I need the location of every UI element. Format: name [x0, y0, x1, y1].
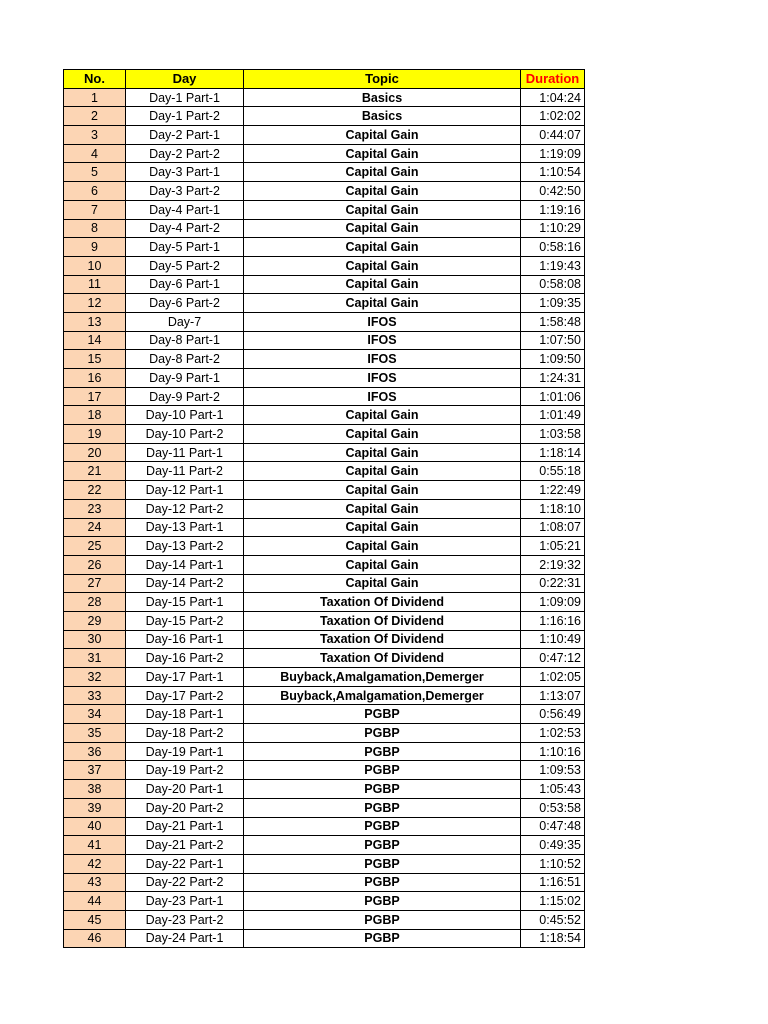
row-duration: 0:58:08	[521, 275, 585, 294]
row-number: 1	[64, 88, 126, 107]
row-topic: Taxation Of Dividend	[244, 611, 521, 630]
header-row	[64, 70, 585, 89]
row-duration: 1:05:21	[521, 537, 585, 556]
row-topic: Basics	[244, 107, 521, 126]
row-number: 29	[64, 611, 126, 630]
row-topic: PGBP	[244, 892, 521, 911]
row-duration: 1:13:07	[521, 686, 585, 705]
row-number: 28	[64, 593, 126, 612]
row-duration: 1:10:49	[521, 630, 585, 649]
row-duration: 0:53:58	[521, 798, 585, 817]
row-duration: 1:10:29	[521, 219, 585, 238]
table-row	[64, 350, 585, 369]
row-day: Day-6 Part-2	[126, 294, 244, 313]
row-duration: 0:56:49	[521, 705, 585, 724]
row-number: 20	[64, 443, 126, 462]
table-row	[64, 798, 585, 817]
table-row	[64, 892, 585, 911]
row-day: Day-13 Part-2	[126, 537, 244, 556]
row-topic: Capital Gain	[244, 518, 521, 537]
row-topic: Capital Gain	[244, 555, 521, 574]
row-topic: PGBP	[244, 724, 521, 743]
row-number: 19	[64, 425, 126, 444]
row-day: Day-15 Part-1	[126, 593, 244, 612]
row-number: 42	[64, 854, 126, 873]
row-duration: 1:15:02	[521, 892, 585, 911]
row-number: 23	[64, 499, 126, 518]
row-topic: Capital Gain	[244, 126, 521, 145]
row-topic: Capital Gain	[244, 275, 521, 294]
row-day: Day-23 Part-2	[126, 910, 244, 929]
row-topic: Taxation Of Dividend	[244, 649, 521, 668]
row-day: Day-10 Part-1	[126, 406, 244, 425]
row-day: Day-24 Part-1	[126, 929, 244, 948]
row-day: Day-20 Part-2	[126, 798, 244, 817]
row-duration: 0:44:07	[521, 126, 585, 145]
row-number: 16	[64, 369, 126, 388]
row-number: 22	[64, 481, 126, 500]
row-number: 36	[64, 742, 126, 761]
row-topic: PGBP	[244, 817, 521, 836]
row-number: 6	[64, 182, 126, 201]
row-number: 31	[64, 649, 126, 668]
row-day: Day-17 Part-1	[126, 668, 244, 687]
row-duration: 1:09:35	[521, 294, 585, 313]
row-day: Day-2 Part-1	[126, 126, 244, 145]
row-day: Day-4 Part-2	[126, 219, 244, 238]
row-number: 14	[64, 331, 126, 350]
row-duration: 1:58:48	[521, 312, 585, 331]
table-row	[64, 705, 585, 724]
table-row	[64, 256, 585, 275]
row-topic: PGBP	[244, 761, 521, 780]
row-duration: 1:05:43	[521, 780, 585, 799]
table-row	[64, 686, 585, 705]
table-row	[64, 425, 585, 444]
row-number: 35	[64, 724, 126, 743]
row-duration: 1:09:50	[521, 350, 585, 369]
row-day: Day-14 Part-1	[126, 555, 244, 574]
header-duration: Duration	[521, 70, 585, 89]
row-day: Day-8 Part-2	[126, 350, 244, 369]
row-duration: 0:22:31	[521, 574, 585, 593]
row-day: Day-12 Part-2	[126, 499, 244, 518]
table-row	[64, 200, 585, 219]
row-duration: 1:16:51	[521, 873, 585, 892]
row-topic: Capital Gain	[244, 499, 521, 518]
row-day: Day-22 Part-1	[126, 854, 244, 873]
row-topic: PGBP	[244, 836, 521, 855]
header-topic: Topic	[244, 70, 521, 89]
table-row	[64, 331, 585, 350]
row-number: 18	[64, 406, 126, 425]
row-topic: PGBP	[244, 873, 521, 892]
row-number: 44	[64, 892, 126, 911]
row-number: 12	[64, 294, 126, 313]
row-day: Day-19 Part-2	[126, 761, 244, 780]
row-day: Day-6 Part-1	[126, 275, 244, 294]
table-row	[64, 88, 585, 107]
table-row	[64, 163, 585, 182]
table-row	[64, 238, 585, 257]
table-header	[64, 70, 585, 89]
row-duration: 1:01:06	[521, 387, 585, 406]
row-topic: PGBP	[244, 742, 521, 761]
header-no: No.	[64, 70, 126, 89]
table-row	[64, 387, 585, 406]
row-duration: 1:19:09	[521, 144, 585, 163]
row-number: 38	[64, 780, 126, 799]
row-number: 7	[64, 200, 126, 219]
table-row	[64, 462, 585, 481]
table-row	[64, 518, 585, 537]
row-number: 11	[64, 275, 126, 294]
row-topic: Capital Gain	[244, 256, 521, 275]
row-number: 43	[64, 873, 126, 892]
row-number: 30	[64, 630, 126, 649]
row-day: Day-18 Part-1	[126, 705, 244, 724]
row-duration: 1:02:53	[521, 724, 585, 743]
row-number: 25	[64, 537, 126, 556]
row-number: 41	[64, 836, 126, 855]
row-topic: IFOS	[244, 331, 521, 350]
row-topic: Taxation Of Dividend	[244, 593, 521, 612]
row-number: 39	[64, 798, 126, 817]
schedule-table	[63, 69, 585, 948]
row-topic: Capital Gain	[244, 443, 521, 462]
table-row	[64, 499, 585, 518]
table-row	[64, 761, 585, 780]
row-duration: 1:01:49	[521, 406, 585, 425]
row-day: Day-17 Part-2	[126, 686, 244, 705]
row-number: 45	[64, 910, 126, 929]
table-row	[64, 574, 585, 593]
row-duration: 0:45:52	[521, 910, 585, 929]
row-number: 34	[64, 705, 126, 724]
row-topic: PGBP	[244, 854, 521, 873]
row-day: Day-7	[126, 312, 244, 331]
table-body	[64, 88, 585, 948]
row-number: 5	[64, 163, 126, 182]
table-row	[64, 724, 585, 743]
row-topic: Capital Gain	[244, 425, 521, 444]
row-duration: 1:19:16	[521, 200, 585, 219]
row-number: 17	[64, 387, 126, 406]
row-duration: 0:47:48	[521, 817, 585, 836]
row-topic: Buyback,Amalgamation,Demerger	[244, 686, 521, 705]
row-day: Day-13 Part-1	[126, 518, 244, 537]
table-row	[64, 649, 585, 668]
table-row	[64, 555, 585, 574]
row-topic: Capital Gain	[244, 200, 521, 219]
row-duration: 1:02:02	[521, 107, 585, 126]
table-row	[64, 219, 585, 238]
row-topic: PGBP	[244, 798, 521, 817]
table-row	[64, 107, 585, 126]
row-topic: Capital Gain	[244, 406, 521, 425]
row-number: 2	[64, 107, 126, 126]
table-row	[64, 929, 585, 948]
row-number: 10	[64, 256, 126, 275]
row-day: Day-3 Part-2	[126, 182, 244, 201]
row-topic: IFOS	[244, 387, 521, 406]
row-topic: Capital Gain	[244, 144, 521, 163]
row-duration: 1:10:16	[521, 742, 585, 761]
table-row	[64, 443, 585, 462]
row-topic: PGBP	[244, 910, 521, 929]
row-duration: 1:24:31	[521, 369, 585, 388]
table-row	[64, 910, 585, 929]
row-topic: IFOS	[244, 369, 521, 388]
row-number: 8	[64, 219, 126, 238]
row-day: Day-2 Part-2	[126, 144, 244, 163]
row-topic: Capital Gain	[244, 219, 521, 238]
table-row	[64, 593, 585, 612]
row-topic: Capital Gain	[244, 238, 521, 257]
table-row	[64, 312, 585, 331]
row-topic: Capital Gain	[244, 163, 521, 182]
row-number: 32	[64, 668, 126, 687]
table-row	[64, 481, 585, 500]
row-day: Day-5 Part-2	[126, 256, 244, 275]
row-day: Day-1 Part-2	[126, 107, 244, 126]
row-number: 33	[64, 686, 126, 705]
row-topic: Capital Gain	[244, 294, 521, 313]
row-topic: Buyback,Amalgamation,Demerger	[244, 668, 521, 687]
row-number: 3	[64, 126, 126, 145]
row-topic: PGBP	[244, 705, 521, 724]
table-row	[64, 537, 585, 556]
row-number: 46	[64, 929, 126, 948]
row-duration: 0:49:35	[521, 836, 585, 855]
table-row	[64, 182, 585, 201]
row-duration: 1:02:05	[521, 668, 585, 687]
row-number: 27	[64, 574, 126, 593]
row-day: Day-4 Part-1	[126, 200, 244, 219]
row-number: 37	[64, 761, 126, 780]
table-row	[64, 854, 585, 873]
row-day: Day-16 Part-1	[126, 630, 244, 649]
row-duration: 1:18:10	[521, 499, 585, 518]
row-day: Day-14 Part-2	[126, 574, 244, 593]
row-duration: 1:18:54	[521, 929, 585, 948]
row-duration: 0:55:18	[521, 462, 585, 481]
row-day: Day-8 Part-1	[126, 331, 244, 350]
row-duration: 1:19:43	[521, 256, 585, 275]
table-row	[64, 836, 585, 855]
row-duration: 1:10:54	[521, 163, 585, 182]
header-day: Day	[126, 70, 244, 89]
row-duration: 1:07:50	[521, 331, 585, 350]
row-day: Day-11 Part-2	[126, 462, 244, 481]
row-duration: 1:10:52	[521, 854, 585, 873]
row-duration: 0:47:12	[521, 649, 585, 668]
row-duration: 1:16:16	[521, 611, 585, 630]
row-day: Day-3 Part-1	[126, 163, 244, 182]
table-row	[64, 630, 585, 649]
row-day: Day-18 Part-2	[126, 724, 244, 743]
row-duration: 1:03:58	[521, 425, 585, 444]
row-day: Day-20 Part-1	[126, 780, 244, 799]
row-duration: 1:09:09	[521, 593, 585, 612]
row-number: 13	[64, 312, 126, 331]
table-row	[64, 780, 585, 799]
row-duration: 1:09:53	[521, 761, 585, 780]
row-duration: 0:42:50	[521, 182, 585, 201]
row-topic: PGBP	[244, 780, 521, 799]
row-day: Day-21 Part-2	[126, 836, 244, 855]
row-number: 9	[64, 238, 126, 257]
row-topic: Taxation Of Dividend	[244, 630, 521, 649]
row-duration: 1:18:14	[521, 443, 585, 462]
table-row	[64, 611, 585, 630]
row-day: Day-5 Part-1	[126, 238, 244, 257]
row-day: Day-12 Part-1	[126, 481, 244, 500]
row-day: Day-10 Part-2	[126, 425, 244, 444]
table-row	[64, 369, 585, 388]
row-topic: Capital Gain	[244, 537, 521, 556]
row-duration: 1:04:24	[521, 88, 585, 107]
row-duration: 0:58:16	[521, 238, 585, 257]
row-duration: 1:08:07	[521, 518, 585, 537]
row-topic: PGBP	[244, 929, 521, 948]
row-topic: Capital Gain	[244, 481, 521, 500]
row-topic: IFOS	[244, 350, 521, 369]
row-day: Day-11 Part-1	[126, 443, 244, 462]
row-number: 26	[64, 555, 126, 574]
row-day: Day-9 Part-1	[126, 369, 244, 388]
table-row	[64, 406, 585, 425]
row-duration: 2:19:32	[521, 555, 585, 574]
row-topic: Capital Gain	[244, 462, 521, 481]
row-number: 21	[64, 462, 126, 481]
table-row	[64, 126, 585, 145]
table-row	[64, 144, 585, 163]
row-day: Day-1 Part-1	[126, 88, 244, 107]
row-topic: Basics	[244, 88, 521, 107]
row-day: Day-21 Part-1	[126, 817, 244, 836]
row-duration: 1:22:49	[521, 481, 585, 500]
row-number: 40	[64, 817, 126, 836]
table-row	[64, 294, 585, 313]
row-day: Day-22 Part-2	[126, 873, 244, 892]
row-day: Day-23 Part-1	[126, 892, 244, 911]
row-number: 15	[64, 350, 126, 369]
row-topic: IFOS	[244, 312, 521, 331]
row-day: Day-16 Part-2	[126, 649, 244, 668]
table-row	[64, 873, 585, 892]
row-day: Day-9 Part-2	[126, 387, 244, 406]
table-row	[64, 275, 585, 294]
table-row	[64, 817, 585, 836]
row-topic: Capital Gain	[244, 182, 521, 201]
table-row	[64, 668, 585, 687]
row-day: Day-19 Part-1	[126, 742, 244, 761]
row-number: 24	[64, 518, 126, 537]
row-topic: Capital Gain	[244, 574, 521, 593]
row-number: 4	[64, 144, 126, 163]
row-day: Day-15 Part-2	[126, 611, 244, 630]
table-row	[64, 742, 585, 761]
